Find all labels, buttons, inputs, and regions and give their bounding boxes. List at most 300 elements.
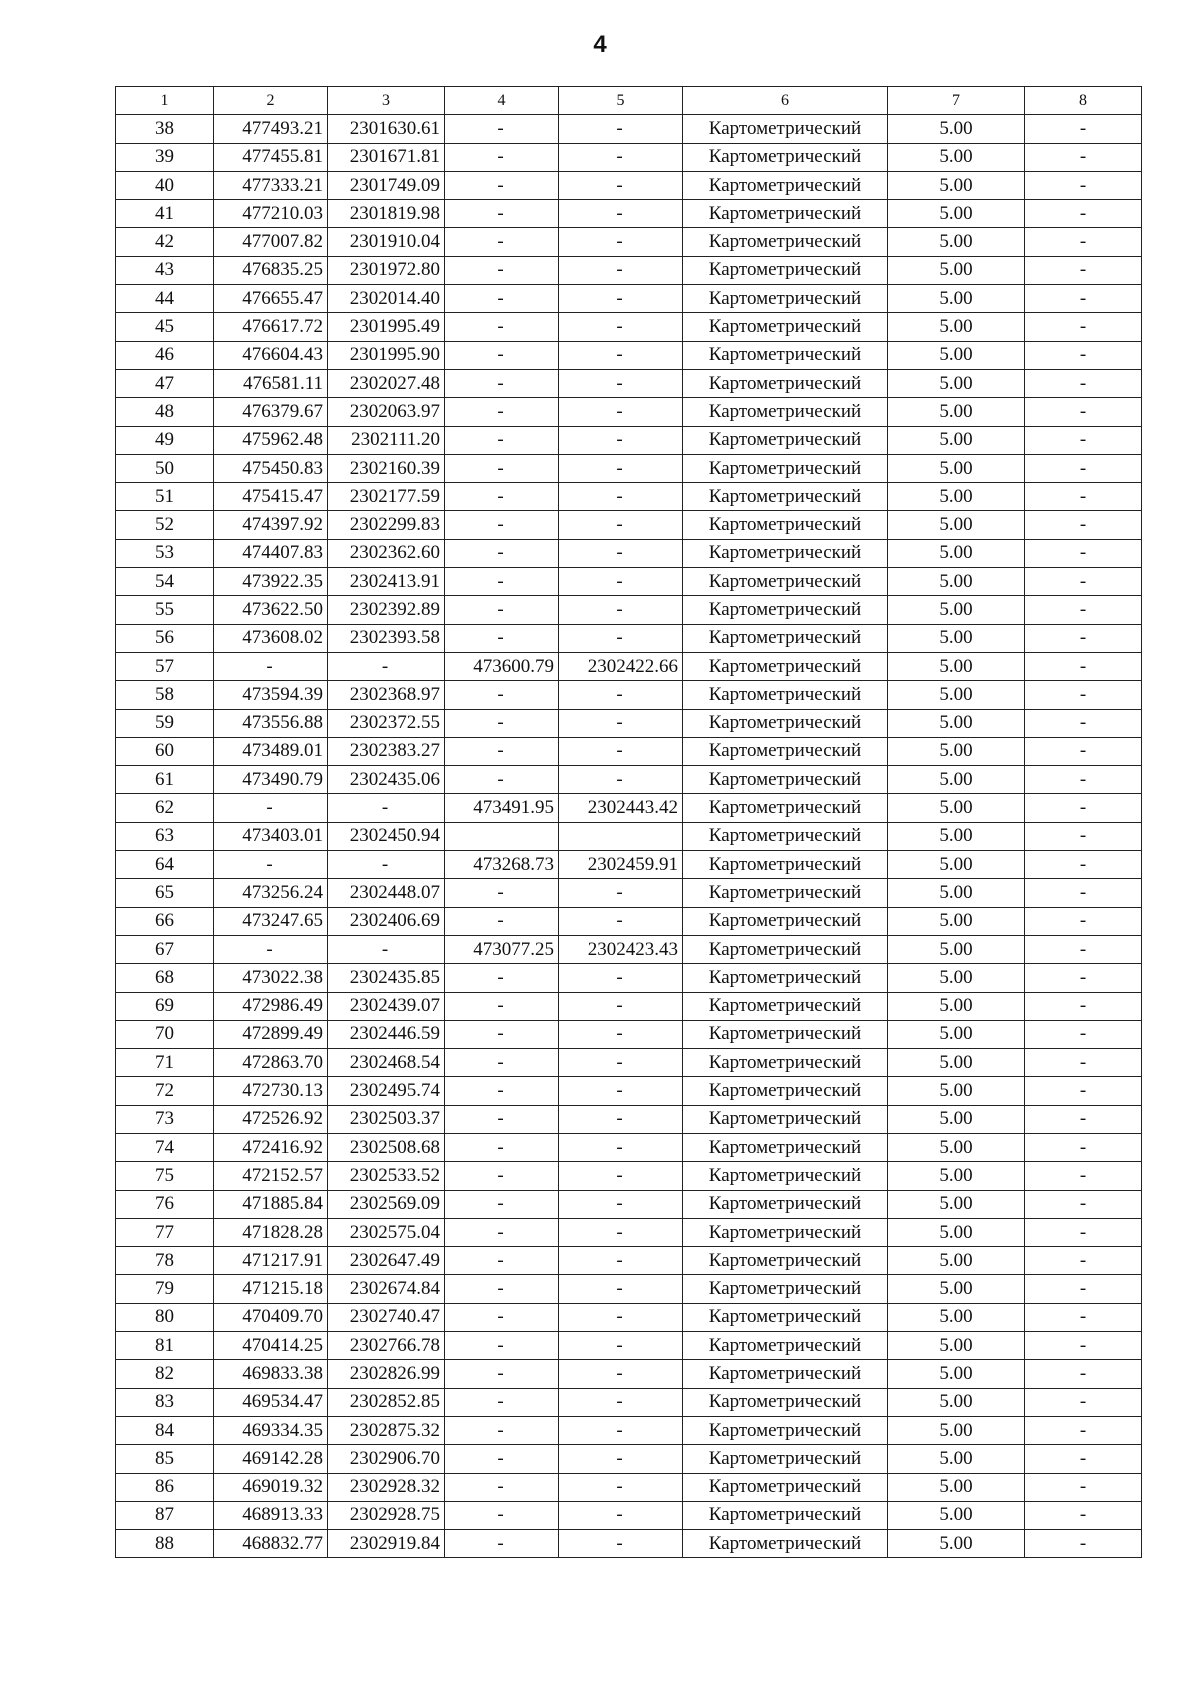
new-x-coordinate-cell: - bbox=[445, 398, 559, 426]
x-coordinate-cell: 472863.70 bbox=[214, 1049, 328, 1077]
point-number-cell: 52 bbox=[116, 511, 214, 539]
x-coordinate-cell: 473490.79 bbox=[214, 766, 328, 794]
accuracy-cell: 5.00 bbox=[888, 1303, 1025, 1331]
y-coordinate-cell: 2302299.83 bbox=[328, 511, 445, 539]
table-row bbox=[116, 992, 1142, 1020]
accuracy-cell: 5.00 bbox=[888, 1190, 1025, 1218]
new-x-coordinate-cell: - bbox=[445, 737, 559, 765]
x-coordinate-cell: 473247.65 bbox=[214, 907, 328, 935]
y-coordinate-cell: 2302826.99 bbox=[328, 1360, 445, 1388]
point-number-cell: 59 bbox=[116, 709, 214, 737]
x-coordinate-cell: 474407.83 bbox=[214, 539, 328, 567]
new-y-coordinate-cell: - bbox=[559, 992, 683, 1020]
point-number-cell: 46 bbox=[116, 341, 214, 369]
method-cell: Картометрический bbox=[683, 1247, 888, 1275]
accuracy-cell: 5.00 bbox=[888, 596, 1025, 624]
note-cell: - bbox=[1025, 794, 1142, 822]
y-coordinate-cell: - bbox=[328, 935, 445, 963]
note-cell: - bbox=[1025, 426, 1142, 454]
note-cell: - bbox=[1025, 115, 1142, 143]
point-number-cell: 62 bbox=[116, 794, 214, 822]
x-coordinate-cell: 472899.49 bbox=[214, 1020, 328, 1048]
new-y-coordinate-cell: - bbox=[559, 454, 683, 482]
accuracy-cell: 5.00 bbox=[888, 1133, 1025, 1161]
point-number-cell: 79 bbox=[116, 1275, 214, 1303]
table-row bbox=[116, 879, 1142, 907]
y-coordinate-cell: 2302569.09 bbox=[328, 1190, 445, 1218]
column-header: 6 bbox=[683, 87, 888, 115]
new-y-coordinate-cell: - bbox=[559, 596, 683, 624]
method-cell: Картометрический bbox=[683, 1530, 888, 1558]
y-coordinate-cell: 2302928.75 bbox=[328, 1501, 445, 1529]
table-row bbox=[116, 369, 1142, 397]
new-y-coordinate-cell: - bbox=[559, 228, 683, 256]
x-coordinate-cell: 473622.50 bbox=[214, 596, 328, 624]
accuracy-cell: 5.00 bbox=[888, 907, 1025, 935]
table-row bbox=[116, 1275, 1142, 1303]
new-y-coordinate-cell: - bbox=[559, 539, 683, 567]
new-y-coordinate-cell: - bbox=[559, 1077, 683, 1105]
point-number-cell: 72 bbox=[116, 1077, 214, 1105]
point-number-cell: 81 bbox=[116, 1332, 214, 1360]
note-cell: - bbox=[1025, 1360, 1142, 1388]
method-cell: Картометрический bbox=[683, 341, 888, 369]
accuracy-cell: 5.00 bbox=[888, 766, 1025, 794]
y-coordinate-cell: 2302393.58 bbox=[328, 624, 445, 652]
note-cell: - bbox=[1025, 1133, 1142, 1161]
note-cell: - bbox=[1025, 624, 1142, 652]
new-x-coordinate-cell: - bbox=[445, 1445, 559, 1473]
x-coordinate-cell: 476835.25 bbox=[214, 256, 328, 284]
new-y-coordinate-cell: - bbox=[559, 709, 683, 737]
accuracy-cell: 5.00 bbox=[888, 652, 1025, 680]
y-coordinate-cell: 2302446.59 bbox=[328, 1020, 445, 1048]
method-cell: Картометрический bbox=[683, 285, 888, 313]
new-y-coordinate-cell: - bbox=[559, 1218, 683, 1246]
point-number-cell: 40 bbox=[116, 171, 214, 199]
x-coordinate-cell: 473922.35 bbox=[214, 568, 328, 596]
point-number-cell: 87 bbox=[116, 1501, 214, 1529]
new-x-coordinate-cell: - bbox=[445, 143, 559, 171]
y-coordinate-cell: 2302406.69 bbox=[328, 907, 445, 935]
method-cell: Картометрический bbox=[683, 200, 888, 228]
y-coordinate-cell: 2302392.89 bbox=[328, 596, 445, 624]
table-header-row bbox=[116, 87, 1142, 115]
new-y-coordinate-cell: - bbox=[559, 426, 683, 454]
note-cell: - bbox=[1025, 454, 1142, 482]
table-row bbox=[116, 596, 1142, 624]
note-cell: - bbox=[1025, 200, 1142, 228]
note-cell: - bbox=[1025, 1388, 1142, 1416]
point-number-cell: 38 bbox=[116, 115, 214, 143]
y-coordinate-cell: 2301671.81 bbox=[328, 143, 445, 171]
note-cell: - bbox=[1025, 341, 1142, 369]
point-number-cell: 84 bbox=[116, 1416, 214, 1444]
table-row bbox=[116, 1530, 1142, 1558]
new-x-coordinate-cell: - bbox=[445, 285, 559, 313]
accuracy-cell: 5.00 bbox=[888, 681, 1025, 709]
table-row bbox=[116, 851, 1142, 879]
note-cell: - bbox=[1025, 822, 1142, 850]
new-y-coordinate-cell: - bbox=[559, 398, 683, 426]
table-row bbox=[116, 1473, 1142, 1501]
table-row bbox=[116, 1218, 1142, 1246]
note-cell: - bbox=[1025, 313, 1142, 341]
note-cell: - bbox=[1025, 256, 1142, 284]
table-row bbox=[116, 143, 1142, 171]
accuracy-cell: 5.00 bbox=[888, 1049, 1025, 1077]
new-y-coordinate-cell: - bbox=[559, 1445, 683, 1473]
new-x-coordinate-cell: - bbox=[445, 1530, 559, 1558]
y-coordinate-cell: 2301995.90 bbox=[328, 341, 445, 369]
method-cell: Картометрический bbox=[683, 1077, 888, 1105]
new-x-coordinate-cell: - bbox=[445, 1332, 559, 1360]
method-cell: Картометрический bbox=[683, 171, 888, 199]
accuracy-cell: 5.00 bbox=[888, 483, 1025, 511]
method-cell: Картометрический bbox=[683, 1360, 888, 1388]
new-y-coordinate-cell: - bbox=[559, 511, 683, 539]
note-cell: - bbox=[1025, 1332, 1142, 1360]
y-coordinate-cell: 2302435.85 bbox=[328, 964, 445, 992]
y-coordinate-cell: 2302533.52 bbox=[328, 1162, 445, 1190]
method-cell: Картометрический bbox=[683, 1275, 888, 1303]
point-number-cell: 65 bbox=[116, 879, 214, 907]
new-y-coordinate-cell: - bbox=[559, 737, 683, 765]
new-x-coordinate-cell: - bbox=[445, 369, 559, 397]
new-x-coordinate-cell: - bbox=[445, 511, 559, 539]
new-x-coordinate-cell: - bbox=[445, 313, 559, 341]
note-cell: - bbox=[1025, 228, 1142, 256]
note-cell: - bbox=[1025, 285, 1142, 313]
y-coordinate-cell: 2301910.04 bbox=[328, 228, 445, 256]
x-coordinate-cell: 472526.92 bbox=[214, 1105, 328, 1133]
table-row bbox=[116, 426, 1142, 454]
x-coordinate-cell: 469833.38 bbox=[214, 1360, 328, 1388]
x-coordinate-cell: 477455.81 bbox=[214, 143, 328, 171]
point-number-cell: 63 bbox=[116, 822, 214, 850]
x-coordinate-cell: 476604.43 bbox=[214, 341, 328, 369]
new-y-coordinate-cell: - bbox=[559, 369, 683, 397]
point-number-cell: 82 bbox=[116, 1360, 214, 1388]
method-cell: Картометрический bbox=[683, 228, 888, 256]
new-y-coordinate-cell: - bbox=[559, 1020, 683, 1048]
accuracy-cell: 5.00 bbox=[888, 341, 1025, 369]
y-coordinate-cell: 2302906.70 bbox=[328, 1445, 445, 1473]
y-coordinate-cell: 2302027.48 bbox=[328, 369, 445, 397]
accuracy-cell: 5.00 bbox=[888, 1473, 1025, 1501]
table-row bbox=[116, 1247, 1142, 1275]
table-row bbox=[116, 709, 1142, 737]
y-coordinate-cell: 2301819.98 bbox=[328, 200, 445, 228]
method-cell: Картометрический bbox=[683, 652, 888, 680]
x-coordinate-cell: 471217.91 bbox=[214, 1247, 328, 1275]
y-coordinate-cell: 2302063.97 bbox=[328, 398, 445, 426]
note-cell: - bbox=[1025, 1218, 1142, 1246]
x-coordinate-cell: 475415.47 bbox=[214, 483, 328, 511]
x-coordinate-cell: 473556.88 bbox=[214, 709, 328, 737]
new-y-coordinate-cell: - bbox=[559, 115, 683, 143]
x-coordinate-cell: 469142.28 bbox=[214, 1445, 328, 1473]
column-header: 7 bbox=[888, 87, 1025, 115]
method-cell: Картометрический bbox=[683, 143, 888, 171]
accuracy-cell: 5.00 bbox=[888, 511, 1025, 539]
method-cell: Картометрический bbox=[683, 992, 888, 1020]
point-number-cell: 71 bbox=[116, 1049, 214, 1077]
new-y-coordinate-cell: - bbox=[559, 1303, 683, 1331]
note-cell: - bbox=[1025, 1049, 1142, 1077]
x-coordinate-cell: 471215.18 bbox=[214, 1275, 328, 1303]
y-coordinate-cell: 2302674.84 bbox=[328, 1275, 445, 1303]
table-row bbox=[116, 822, 1142, 850]
method-cell: Картометрический bbox=[683, 709, 888, 737]
x-coordinate-cell: 472730.13 bbox=[214, 1077, 328, 1105]
point-number-cell: 68 bbox=[116, 964, 214, 992]
y-coordinate-cell: 2302503.37 bbox=[328, 1105, 445, 1133]
accuracy-cell: 5.00 bbox=[888, 1275, 1025, 1303]
accuracy-cell: 5.00 bbox=[888, 539, 1025, 567]
point-number-cell: 77 bbox=[116, 1218, 214, 1246]
point-number-cell: 75 bbox=[116, 1162, 214, 1190]
method-cell: Картометрический bbox=[683, 1020, 888, 1048]
note-cell: - bbox=[1025, 511, 1142, 539]
method-cell: Картометрический bbox=[683, 1416, 888, 1444]
new-x-coordinate-cell: - bbox=[445, 483, 559, 511]
table-row bbox=[116, 1445, 1142, 1473]
y-coordinate-cell: 2302928.32 bbox=[328, 1473, 445, 1501]
new-x-coordinate-cell: 473268.73 bbox=[445, 851, 559, 879]
x-coordinate-cell: 476655.47 bbox=[214, 285, 328, 313]
table-row bbox=[116, 1105, 1142, 1133]
x-coordinate-cell: 477333.21 bbox=[214, 171, 328, 199]
method-cell: Картометрический bbox=[683, 511, 888, 539]
point-number-cell: 42 bbox=[116, 228, 214, 256]
table-row bbox=[116, 483, 1142, 511]
method-cell: Картометрический bbox=[683, 624, 888, 652]
method-cell: Картометрический bbox=[683, 115, 888, 143]
new-y-coordinate-cell: - bbox=[559, 313, 683, 341]
method-cell: Картометрический bbox=[683, 907, 888, 935]
new-y-coordinate-cell: - bbox=[559, 1190, 683, 1218]
accuracy-cell: 5.00 bbox=[888, 935, 1025, 963]
method-cell: Картометрический bbox=[683, 539, 888, 567]
new-x-coordinate-cell: - bbox=[445, 992, 559, 1020]
accuracy-cell: 5.00 bbox=[888, 200, 1025, 228]
note-cell: - bbox=[1025, 398, 1142, 426]
note-cell: - bbox=[1025, 1275, 1142, 1303]
method-cell: Картометрический bbox=[683, 964, 888, 992]
new-y-coordinate-cell: - bbox=[559, 1049, 683, 1077]
accuracy-cell: 5.00 bbox=[888, 1218, 1025, 1246]
table-row bbox=[116, 285, 1142, 313]
note-cell: - bbox=[1025, 1190, 1142, 1218]
note-cell: - bbox=[1025, 1020, 1142, 1048]
method-cell: Картометрический bbox=[683, 398, 888, 426]
point-number-cell: 41 bbox=[116, 200, 214, 228]
accuracy-cell: 5.00 bbox=[888, 228, 1025, 256]
x-coordinate-cell: 473256.24 bbox=[214, 879, 328, 907]
point-number-cell: 53 bbox=[116, 539, 214, 567]
new-y-coordinate-cell: - bbox=[559, 766, 683, 794]
note-cell: - bbox=[1025, 737, 1142, 765]
point-number-cell: 60 bbox=[116, 737, 214, 765]
new-x-coordinate-cell: - bbox=[445, 709, 559, 737]
new-x-coordinate-cell: 473077.25 bbox=[445, 935, 559, 963]
point-number-cell: 43 bbox=[116, 256, 214, 284]
method-cell: Картометрический bbox=[683, 1332, 888, 1360]
method-cell: Картометрический bbox=[683, 1049, 888, 1077]
x-coordinate-cell: 469534.47 bbox=[214, 1388, 328, 1416]
column-header: 8 bbox=[1025, 87, 1142, 115]
new-y-coordinate-cell: - bbox=[559, 1275, 683, 1303]
new-y-coordinate-cell: - bbox=[559, 964, 683, 992]
point-number-cell: 55 bbox=[116, 596, 214, 624]
y-coordinate-cell: 2302177.59 bbox=[328, 483, 445, 511]
method-cell: Картометрический bbox=[683, 568, 888, 596]
note-cell: - bbox=[1025, 935, 1142, 963]
point-number-cell: 88 bbox=[116, 1530, 214, 1558]
accuracy-cell: 5.00 bbox=[888, 794, 1025, 822]
y-coordinate-cell: 2302383.27 bbox=[328, 737, 445, 765]
accuracy-cell: 5.00 bbox=[888, 1077, 1025, 1105]
note-cell: - bbox=[1025, 1501, 1142, 1529]
table-body bbox=[116, 115, 1142, 1558]
accuracy-cell: 5.00 bbox=[888, 1388, 1025, 1416]
new-x-coordinate-cell: - bbox=[445, 171, 559, 199]
table-row bbox=[116, 681, 1142, 709]
note-cell: - bbox=[1025, 907, 1142, 935]
new-x-coordinate-cell: - bbox=[445, 454, 559, 482]
accuracy-cell: 5.00 bbox=[888, 624, 1025, 652]
method-cell: Картометрический bbox=[683, 1190, 888, 1218]
point-number-cell: 86 bbox=[116, 1473, 214, 1501]
accuracy-cell: 5.00 bbox=[888, 568, 1025, 596]
y-coordinate-cell: 2302160.39 bbox=[328, 454, 445, 482]
new-x-coordinate-cell: - bbox=[445, 1303, 559, 1331]
new-x-coordinate-cell: - bbox=[445, 964, 559, 992]
new-y-coordinate-cell: - bbox=[559, 1530, 683, 1558]
column-header: 5 bbox=[559, 87, 683, 115]
x-coordinate-cell: 470409.70 bbox=[214, 1303, 328, 1331]
new-x-coordinate-cell: - bbox=[445, 1416, 559, 1444]
point-number-cell: 80 bbox=[116, 1303, 214, 1331]
table-row bbox=[116, 1501, 1142, 1529]
table-row bbox=[116, 313, 1142, 341]
table-row bbox=[116, 935, 1142, 963]
accuracy-cell: 5.00 bbox=[888, 737, 1025, 765]
new-y-coordinate-cell: - bbox=[559, 1360, 683, 1388]
y-coordinate-cell: 2302439.07 bbox=[328, 992, 445, 1020]
accuracy-cell: 5.00 bbox=[888, 709, 1025, 737]
new-x-coordinate-cell: - bbox=[445, 1105, 559, 1133]
method-cell: Картометрический bbox=[683, 256, 888, 284]
new-x-coordinate-cell: - bbox=[445, 1077, 559, 1105]
table-row bbox=[116, 794, 1142, 822]
y-coordinate-cell: 2301972.80 bbox=[328, 256, 445, 284]
accuracy-cell: 5.00 bbox=[888, 851, 1025, 879]
y-coordinate-cell: - bbox=[328, 794, 445, 822]
method-cell: Картометрический bbox=[683, 1105, 888, 1133]
table-row bbox=[116, 1360, 1142, 1388]
method-cell: Картометрический bbox=[683, 1388, 888, 1416]
table-row bbox=[116, 115, 1142, 143]
new-y-coordinate-cell: 2302422.66 bbox=[559, 652, 683, 680]
table-row bbox=[116, 568, 1142, 596]
y-coordinate-cell: 2302468.54 bbox=[328, 1049, 445, 1077]
note-cell: - bbox=[1025, 1416, 1142, 1444]
y-coordinate-cell: - bbox=[328, 851, 445, 879]
new-y-coordinate-cell: - bbox=[559, 907, 683, 935]
note-cell: - bbox=[1025, 879, 1142, 907]
table-row bbox=[116, 1388, 1142, 1416]
new-x-coordinate-cell: - bbox=[445, 1020, 559, 1048]
x-coordinate-cell: 468913.33 bbox=[214, 1501, 328, 1529]
y-coordinate-cell: 2302448.07 bbox=[328, 879, 445, 907]
y-coordinate-cell: 2302111.20 bbox=[328, 426, 445, 454]
note-cell: - bbox=[1025, 171, 1142, 199]
new-x-coordinate-cell: - bbox=[445, 596, 559, 624]
new-x-coordinate-cell: - bbox=[445, 1275, 559, 1303]
accuracy-cell: 5.00 bbox=[888, 1530, 1025, 1558]
new-x-coordinate-cell: - bbox=[445, 341, 559, 369]
note-cell: - bbox=[1025, 568, 1142, 596]
method-cell: Картометрический bbox=[683, 1501, 888, 1529]
new-x-coordinate-cell: - bbox=[445, 256, 559, 284]
new-x-coordinate-cell: - bbox=[445, 1388, 559, 1416]
column-header: 1 bbox=[116, 87, 214, 115]
x-coordinate-cell: 477493.21 bbox=[214, 115, 328, 143]
new-y-coordinate-cell: - bbox=[559, 341, 683, 369]
method-cell: Картометрический bbox=[683, 454, 888, 482]
accuracy-cell: 5.00 bbox=[888, 1360, 1025, 1388]
new-x-coordinate-cell: - bbox=[445, 568, 559, 596]
table-row bbox=[116, 1332, 1142, 1360]
point-number-cell: 47 bbox=[116, 369, 214, 397]
new-x-coordinate-cell: - bbox=[445, 1162, 559, 1190]
table-row bbox=[116, 539, 1142, 567]
point-number-cell: 83 bbox=[116, 1388, 214, 1416]
new-y-coordinate-cell: - bbox=[559, 483, 683, 511]
point-number-cell: 57 bbox=[116, 652, 214, 680]
y-coordinate-cell: 2302372.55 bbox=[328, 709, 445, 737]
method-cell: Картометрический bbox=[683, 1303, 888, 1331]
y-coordinate-cell: 2302508.68 bbox=[328, 1133, 445, 1161]
x-coordinate-cell: 473608.02 bbox=[214, 624, 328, 652]
note-cell: - bbox=[1025, 964, 1142, 992]
note-cell: - bbox=[1025, 1077, 1142, 1105]
note-cell: - bbox=[1025, 652, 1142, 680]
x-coordinate-cell: 468832.77 bbox=[214, 1530, 328, 1558]
table-row bbox=[116, 907, 1142, 935]
method-cell: Картометрический bbox=[683, 1218, 888, 1246]
new-y-coordinate-cell: - bbox=[559, 1473, 683, 1501]
new-x-coordinate-cell: - bbox=[445, 115, 559, 143]
table-row bbox=[116, 454, 1142, 482]
new-x-coordinate-cell: - bbox=[445, 766, 559, 794]
new-x-coordinate-cell bbox=[445, 822, 559, 850]
new-x-coordinate-cell: - bbox=[445, 681, 559, 709]
new-x-coordinate-cell: - bbox=[445, 539, 559, 567]
y-coordinate-cell: 2302450.94 bbox=[328, 822, 445, 850]
new-y-coordinate-cell: - bbox=[559, 1133, 683, 1161]
accuracy-cell: 5.00 bbox=[888, 454, 1025, 482]
note-cell: - bbox=[1025, 1445, 1142, 1473]
new-y-coordinate-cell: 2302459.91 bbox=[559, 851, 683, 879]
x-coordinate-cell: 474397.92 bbox=[214, 511, 328, 539]
y-coordinate-cell: 2302919.84 bbox=[328, 1530, 445, 1558]
method-cell: Картометрический bbox=[683, 851, 888, 879]
method-cell: Картометрический bbox=[683, 596, 888, 624]
note-cell: - bbox=[1025, 1473, 1142, 1501]
